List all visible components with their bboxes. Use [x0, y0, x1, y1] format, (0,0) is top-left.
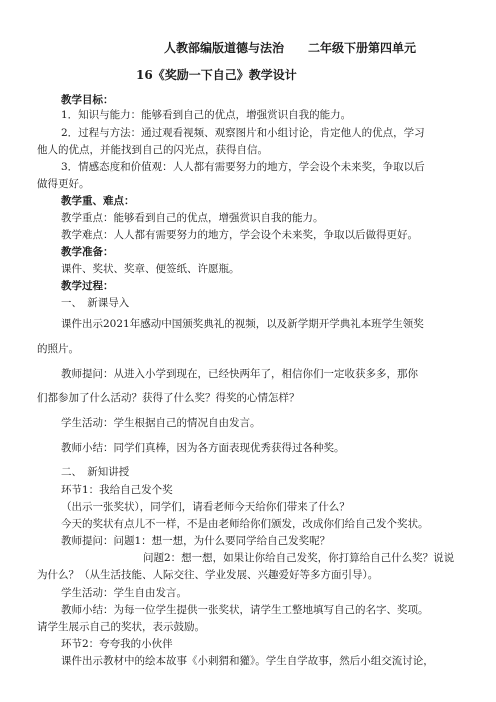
step-1-line-3: 教师提问：问题1：想一想，为什么要同学给自己发奖呢？ — [61, 535, 331, 547]
step-2-line-1: 课件出示教材中的绘本故事《小刺猬和獾》。学生自学故事，然后小组交流讨论， — [61, 655, 434, 667]
step-1-line-7: 教师小结：为每一位学生提供一张奖状，请学生工整地填写自己的名字、奖项。 — [61, 604, 429, 616]
doc-header: 人教部编版道德与法治 二年级下册第四单元 — [164, 41, 417, 55]
keypoints-heading: 教学重、难点： — [61, 195, 135, 207]
para-1-line-2: 的照片。 — [37, 343, 79, 355]
step-1-line-8: 请学生展示自己的奖状，表示鼓励。 — [37, 621, 205, 633]
para-2-line-2: 们都参加了什么活动？获得了什么奖？得奖的心情怎样？ — [37, 392, 300, 404]
step-1-line-5: 为什么？（从生活技能、人际交往、学业发展、兴趣爱好等多方面引导）。 — [37, 569, 379, 581]
key-point: 教学重点：能够看到自己的优点，增强赏识自我的能力。 — [61, 212, 324, 224]
prep-items: 课件、奖状、奖章、便签纸、许愿瓶。 — [61, 263, 240, 275]
goal-2-line-2: 他人的优点，并能找到自己的闪光点，获得自信。 — [37, 144, 268, 156]
step-1-line-4: 问题2：想一想，如果让你给自己发奖，你打算给自己什么奖？说说 — [143, 552, 455, 564]
para-1-line-1: 课件出示2021年感动中国颁奖典礼的视频，以及新学期开学典礼本班学生领奖 — [61, 318, 424, 330]
goal-3-line-1: 3．情感态度和价值观：人人都有需要努力的地方，学会设个未来奖，争取以后 — [61, 161, 425, 173]
goal-3-line-2: 做得更好。 — [37, 178, 90, 190]
para-2-line-1: 教师提问：从进入小学到现在，已经快两年了，相信你们一定收获多多，那你 — [61, 368, 418, 380]
step-2-heading: 环节2：夸夸我的小伙伴 — [61, 638, 173, 650]
goal-2-line-1: 2．过程与方法：通过观看视频、观察图片和小组讨论，肯定他人的优点，学习 — [61, 127, 425, 139]
step-1-line-2: 今天的奖状有点儿不一样，不是由老师给你们颁发，改成你们给自己发个奖状。 — [61, 518, 429, 530]
goal-1: 1．知识与能力：能够看到自己的优点，增强赏识自我的能力。 — [61, 109, 352, 121]
step-1-heading: 环节1：我给自己发个奖 — [61, 484, 173, 496]
para-3: 学生活动：学生根据自己的情况自由发言。 — [61, 417, 261, 429]
para-4: 教师小结：同学们真棒，因为各方面表现优秀获得过各种奖。 — [61, 442, 345, 454]
prep-heading: 教学准备： — [61, 246, 114, 258]
doc-title: 16《奖励一下自己》教学设计 — [136, 68, 297, 82]
goals-heading: 教学目标： — [61, 94, 114, 106]
section-2-heading: 二、 新知讲授 — [61, 466, 130, 478]
step-1-line-1: （出示一张奖状），同学们，请看老师今天给你们带来了什么？ — [61, 501, 350, 513]
section-1-heading: 一、 新课导入 — [61, 297, 130, 309]
step-1-line-6: 学生活动：学生自由发言。 — [61, 587, 187, 599]
process-heading: 教学过程： — [61, 280, 114, 292]
difficult-point: 教学难点：人人都有需要努力的地方，学会设个未来奖，争取以后做得更好。 — [61, 229, 418, 241]
